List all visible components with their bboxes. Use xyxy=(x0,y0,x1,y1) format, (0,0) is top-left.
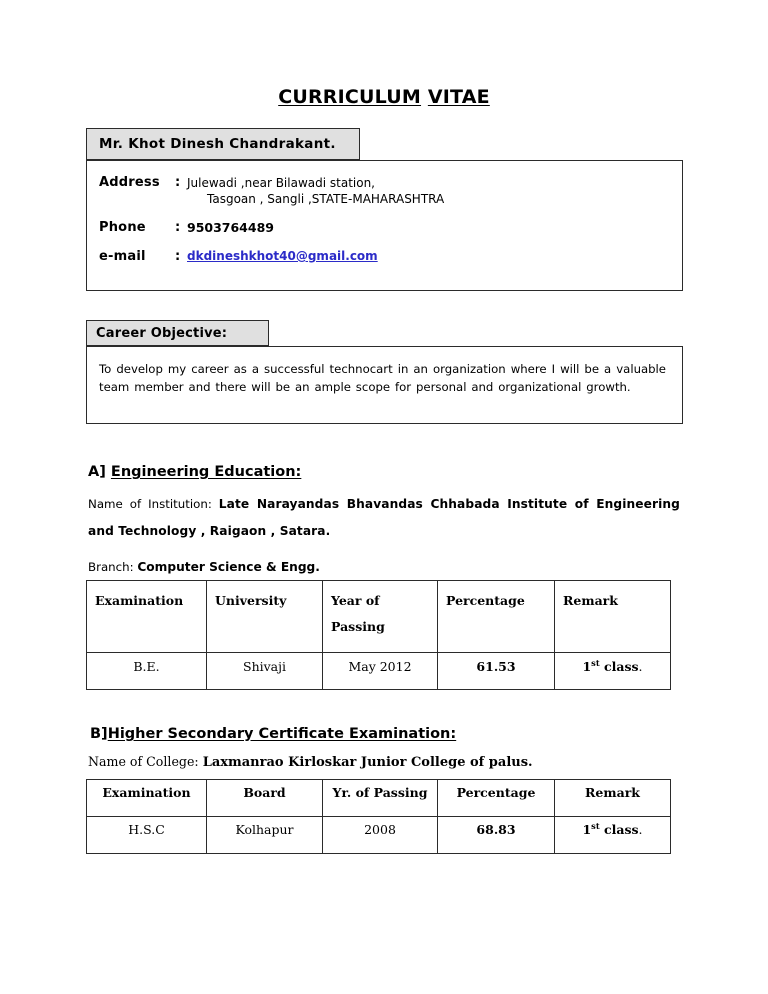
section-b-marker: B] xyxy=(90,726,108,742)
table-row xyxy=(87,817,671,854)
remark-period: . xyxy=(638,822,643,837)
address-label: Address xyxy=(99,175,160,190)
remark-suffix: st xyxy=(591,820,600,831)
cell-year: 2008 xyxy=(323,817,438,854)
career-objective-heading: Career Objective: xyxy=(96,325,228,341)
cell-examination: H.S.C xyxy=(87,817,207,854)
column-header-year-of-passing: Yr. of Passing xyxy=(323,780,438,817)
column-header-board: Board xyxy=(207,780,323,817)
cell-percentage: 61.53 xyxy=(438,653,555,690)
candidate-name-tab xyxy=(86,128,360,160)
column-header-examination: Examination xyxy=(87,581,207,653)
remark-number: 1 xyxy=(582,822,592,837)
address-line-2: Tasgoan , Sangli ,STATE-MAHARASHTRA xyxy=(207,192,445,206)
institution-value: Late Narayandas Bhavandas Chhabada Institute of Engineering and Technology , Raigaon , Satara. xyxy=(88,497,681,538)
section-b-heading xyxy=(90,726,456,742)
year-header-line-2: Passing xyxy=(331,619,385,634)
section-a-title: Engineering Education: xyxy=(110,464,302,480)
contact-card xyxy=(86,160,683,291)
phone-label: Phone xyxy=(99,220,146,235)
email-colon: : xyxy=(175,249,181,264)
address-value xyxy=(187,175,444,207)
remark-text: class xyxy=(604,822,639,837)
cell-remark xyxy=(555,817,671,854)
institution-label: Name of Institution: xyxy=(88,497,212,511)
email-label: e-mail xyxy=(99,249,146,264)
title-word-vitae: VITAE xyxy=(427,86,490,108)
year-header-line-1: Year of xyxy=(331,593,380,608)
remark-text: class xyxy=(604,659,639,674)
cell-university: Shivaji xyxy=(207,653,323,690)
branch-label: Branch: xyxy=(88,560,134,574)
cell-percentage: 68.83 xyxy=(438,817,555,854)
section-b-title: Higher Secondary Certificate Examination: xyxy=(107,726,457,742)
email-link[interactable]: dkdineshkhot40@gmail.com xyxy=(187,249,378,263)
column-header-year-of-passing xyxy=(323,581,438,653)
column-header-remark: Remark xyxy=(555,780,671,817)
remark-period: . xyxy=(638,659,643,674)
career-objective-text: To develop my career as a successful technocart in an organization where I will be a valuable team member and there will be an ample scope for personal and organizational growth. xyxy=(99,362,666,394)
address-row xyxy=(99,175,682,207)
table-header-row xyxy=(87,581,671,653)
remark-suffix: st xyxy=(591,657,600,668)
column-header-percentage: Percentage xyxy=(438,780,555,817)
address-colon: : xyxy=(175,175,181,190)
page-title xyxy=(0,86,768,108)
college-line xyxy=(88,754,533,770)
hsc-education-table xyxy=(86,779,671,854)
column-header-university: University xyxy=(207,581,323,653)
title-word-curriculum: CURRICULUM xyxy=(278,86,422,108)
title-space xyxy=(421,86,428,108)
career-objective-tab xyxy=(86,320,269,346)
phone-row xyxy=(99,220,682,236)
college-label: Name of College: xyxy=(88,754,199,769)
cell-year: May 2012 xyxy=(323,653,438,690)
branch-line xyxy=(88,560,320,574)
phone-value: 9503764489 xyxy=(187,220,274,235)
career-objective-card xyxy=(86,346,683,424)
section-a-marker: A] xyxy=(88,464,106,480)
cell-examination: B.E. xyxy=(87,653,207,690)
table-header-row xyxy=(87,780,671,817)
cell-remark xyxy=(555,653,671,690)
phone-colon: : xyxy=(175,220,181,235)
college-value: Laxmanrao Kirloskar Junior College of palus. xyxy=(202,755,533,770)
email-row xyxy=(99,249,682,264)
table-row xyxy=(87,653,671,690)
engineering-education-table xyxy=(86,580,671,690)
cell-board: Kolhapur xyxy=(207,817,323,854)
branch-value: Computer Science & Engg. xyxy=(137,560,320,574)
remark-number: 1 xyxy=(582,659,592,674)
address-line-1: Julewadi ,near Bilawadi station, xyxy=(187,176,375,190)
column-header-remark: Remark xyxy=(555,581,671,653)
institution-line xyxy=(88,491,680,545)
section-a-heading xyxy=(88,464,301,480)
column-header-percentage: Percentage xyxy=(438,581,555,653)
column-header-examination: Examination xyxy=(87,780,207,817)
candidate-name: Mr. Khot Dinesh Chandrakant. xyxy=(99,136,336,152)
